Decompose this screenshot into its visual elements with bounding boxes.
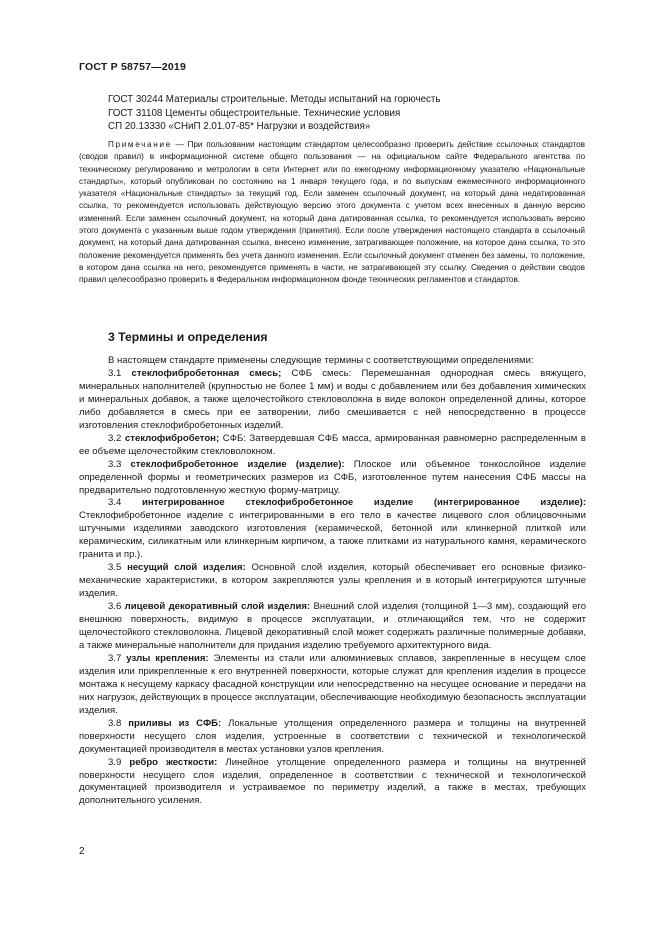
term-name: лицевой декоративный слой изделия: (124, 601, 311, 613)
term-number: 3.5 (108, 562, 122, 574)
document-header: ГОСТ Р 58757—2019 (79, 61, 187, 73)
term-number: 3.4 (108, 497, 122, 509)
term-number: 3.1 (108, 367, 122, 379)
term-number: 3.3 (108, 458, 122, 470)
term-name: стеклофибробетонное изделие (изделие): (130, 458, 345, 470)
term-definition: Стеклофибробетонное изделие с интегрированными в его тело в качестве лицевого слоя облицовочными штучными изделиями заводского изготовления (керамической, бетонной или клинкерной плиткой или керамическим, силикатным или клинкерным кирпичом, а также плитками из натурального камня, керамического гранита и пр.). (79, 510, 586, 561)
term-name: интегрированное стеклофибробетонное изделие (интегрированное изделие): (141, 497, 586, 509)
section-title: 3 Термины и определения (108, 330, 268, 344)
normative-references (108, 93, 588, 134)
term-number: 3.8 (108, 717, 122, 729)
term-number: 3.6 (108, 601, 122, 613)
reference-item: ГОСТ 31108 Цементы общестроительные. Технические условия (108, 107, 401, 119)
section-body (79, 355, 586, 808)
term-definition: Линейное утолщение определенного размера и толщины на внутренней поверхности несущего слоя изделия, определенное в соответствии с технической и технологической документацией производителя и устраиваемое по периметру изделий, а также в местах, требующих дополнительного усиления. (79, 756, 586, 807)
term-definition: Плоское или объемное тонкослойное изделие определенной формы и геометрических размеров из СФБ, изготовленное путем нанесения СФБ массы на предварительно подготовленную жесткую форму-матрицу. (79, 458, 586, 496)
term-definition: Внешний слой изделия (толщиной 1—3 мм), создающий его внешнюю поверхность, видимую в процессе эксплуатации, и отличающийся тем, что не содержит щелочестойкого стекловолокна. Лицевой декоративный слой может содержать различные полимерные добавки, а также минеральные наполнители для придания изделию требуемого архитектурного вида. (79, 601, 587, 651)
term-definition: Элементы из стали или алюминиевых сплавов, закрепленные в несущем слое изделия или прикрепленные к его внутренней поверхности, которые служат для крепления изделия в процессе монтажа к несущему каркасу фасадной конструкции или непосредственно на несущее основание и передачи на них нагрузок, действующих в процессе эксплуатации, обеспечивающие необходимую безопасность эксплуатации изделия. (79, 652, 586, 716)
reference-item: СП 20.13330 «СНиП 2.01.07-85* Нагрузки и воздействия» (108, 121, 371, 133)
term-name: стеклофибробетон; (124, 432, 220, 444)
term-number: 3.7 (108, 652, 122, 664)
term-entry (79, 433, 586, 459)
term-entry (79, 368, 586, 433)
term-definition: Локальные утолщения определенного размера и толщины на внутренней поверхности несущего слоя изделия, устроенные в соответствии с технической и технологической документацией производителя в местах установки узлов крепления. (79, 717, 586, 755)
term-name: стеклофибробетонная смесь; (131, 367, 282, 379)
term-entry (79, 459, 586, 498)
term-name: несущий слой изделия: (127, 562, 246, 574)
term-number: 3.9 (108, 756, 122, 768)
term-entry (79, 718, 586, 757)
reference-item: ГОСТ 30244 Материалы строительные. Методы испытаний на горючесть (108, 94, 441, 105)
term-name: узлы крепления: (126, 652, 209, 664)
note-label: Примечание (108, 140, 172, 149)
note-paragraph (79, 139, 585, 287)
term-name: ребро жесткости: (129, 756, 218, 768)
term-entry (79, 601, 586, 653)
term-definition: Основной слой изделия, который обеспечивает его основные физико-механические характеристики, в котором закрепляются узлы крепления и в который интегрируются штучные изделия. (79, 562, 586, 600)
section-intro: В настоящем стандарте применены следующие термины с соответствующими определениями: (108, 355, 534, 366)
note-text: — При пользовании настоящим стандартом целесообразно проверить действие ссылочных стандартов (сводов правил) в информационной системе общего пользования — на официальном сайте Федерального агентства по техническому регулированию и метрологии в сети Интернет или по ежегодному информационному указателю «Национальные стандарты», который опубликован по состоянию на 1 января текущего года, и по выпускам ежемесячного информационного указателя «Национальные стандарты» за текущий год. Если заменен ссылочный документ, на который дана недатированная ссылка, то рекомендуется использовать действующую версию этого документа с учетом всех внесенных в данную версию изменений. Если заменен ссылочный документ, на который дана датированная ссылка, то рекомендуется использовать версию этого документа с указанным выше годом утверждения (принятия). Если после утверждения настоящего стандарта в ссылочный документ, на который дана датированная ссылка, внесено изменение, затрагивающее положение, на которое дана ссылка, то это положение рекомендуется применять без учета данного изменения. Если ссылочный документ отменен без замены, то положение, в котором дана ссылка на него, рекомендуется применять в части, не затрагивающей эту ссылку. Сведения о действии сводов правил целесообразно проверить в Федеральном информационном фонде технических регламентов и стандартов. (79, 140, 585, 285)
term-name: приливы из СФБ: (128, 717, 222, 729)
term-entry (79, 562, 586, 601)
term-number: 3.2 (108, 432, 122, 444)
term-entry (79, 497, 586, 562)
term-entry (79, 653, 586, 718)
page-number: 2 (79, 846, 85, 857)
term-entry (79, 757, 586, 809)
term-definition: СФБ смесь: Перемешанная однородная смесь вяжущего, минеральных наполнителей (крупностью не более 1 мм) и воды с добавлением или без добавления химических и минеральных добавок, а также щелочестойкого стекловолокна в виде волокон определенной длины, которое либо добавляется в смесь при ее затворении, либо смешивается с ней непосредственно в процессе изготовления стеклофибробетонных изделий. (79, 367, 586, 431)
term-definition: СФБ: Затвердевшая СФБ масса, армированная равномерно распределенным в ее объеме щелочестойким стекловолокном. (79, 432, 586, 457)
